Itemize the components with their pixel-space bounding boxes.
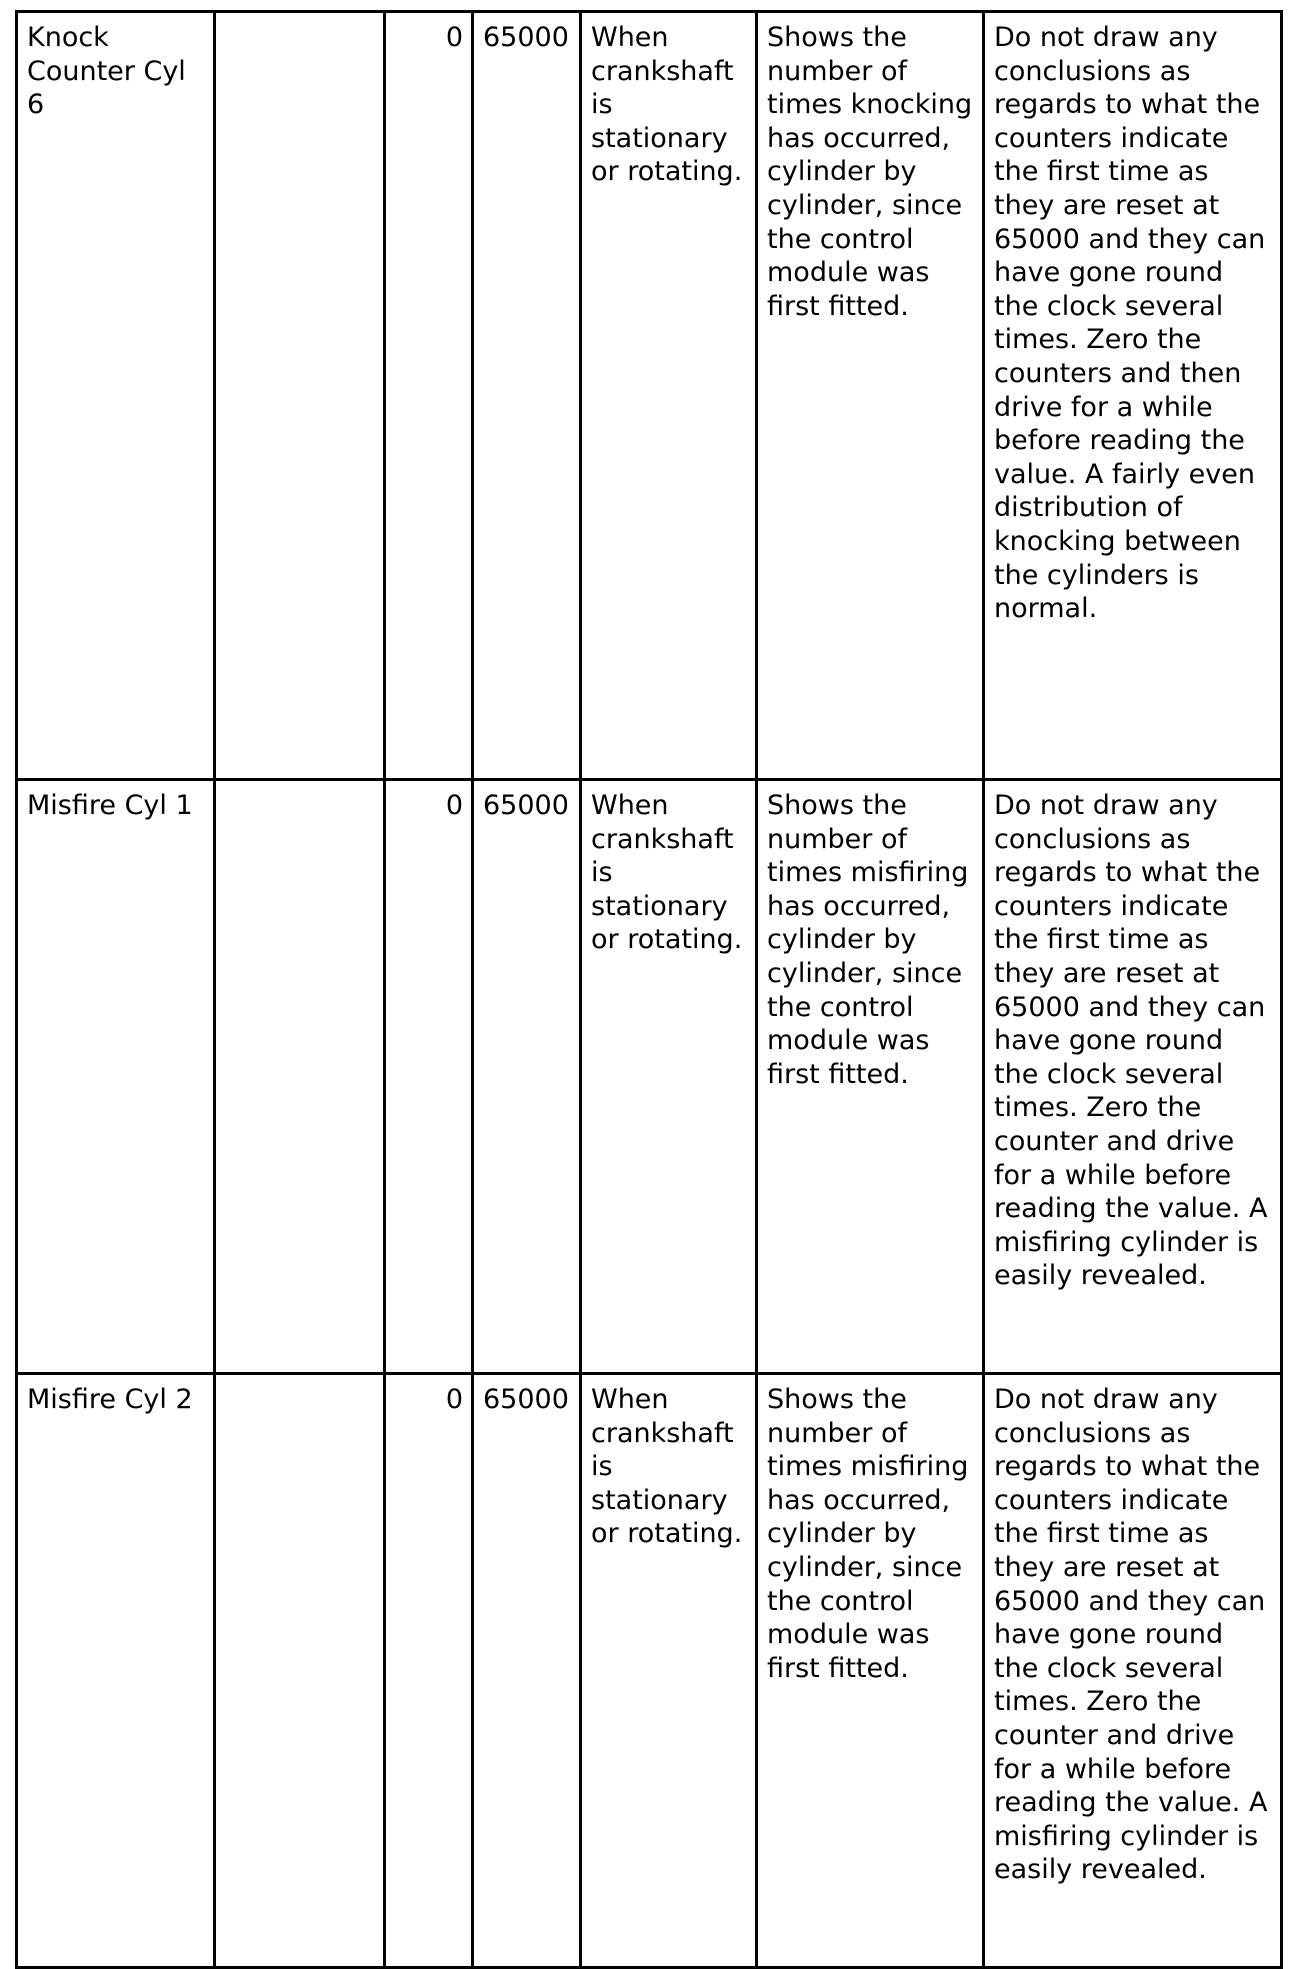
parameter-max: 65000 (473, 780, 581, 1374)
parameter-table (15, 10, 1283, 1969)
table-row (17, 12, 1282, 780)
parameter-name: Knock Counter Cyl 6 (17, 12, 215, 780)
parameter-name: Misfire Cyl 2 (17, 1374, 215, 1968)
table-row (17, 1374, 1282, 1968)
parameter-name: Misfire Cyl 1 (17, 780, 215, 1374)
table-row (17, 780, 1282, 1374)
parameter-description: Shows the number of times misfiring has occurred, cylinder by cylinder, since the control module was first fitted. (757, 780, 984, 1374)
parameter-min: 0 (385, 12, 473, 780)
parameter-condition: When crankshaft is stationary or rotating. (581, 12, 757, 780)
parameter-comment: Do not draw any conclusions as regards to what the counters indicate the first time as they are reset at 65000 and they can have gone round the clock several times. Zero the counter and drive for a while before reading the value. A misfiring cylinder is easily revealed. (984, 1374, 1282, 1968)
parameter-condition: When crankshaft is stationary or rotating. (581, 780, 757, 1374)
parameter-comment: Do not draw any conclusions as regards to what the counters indicate the first time as they are reset at 65000 and they can have gone round the clock several times. Zero the counter and drive for a while before reading the value. A misfiring cylinder is easily revealed. (984, 780, 1282, 1374)
parameter-min: 0 (385, 780, 473, 1374)
parameter-comment: Do not draw any conclusions as regards to what the counters indicate the first time as they are reset at 65000 and they can have gone round the clock several times. Zero the counters and then drive for a while before reading the value. A fairly even distribution of knocking between the cylinders is normal. (984, 12, 1282, 780)
parameter-min: 0 (385, 1374, 473, 1968)
parameter-unit (215, 1374, 385, 1968)
parameter-condition: When crankshaft is stationary or rotating. (581, 1374, 757, 1968)
parameter-unit (215, 780, 385, 1374)
parameter-max: 65000 (473, 12, 581, 780)
parameter-max: 65000 (473, 1374, 581, 1968)
parameter-description: Shows the number of times knocking has occurred, cylinder by cylinder, since the control module was first fitted. (757, 12, 984, 780)
parameter-description: Shows the number of times misfiring has occurred, cylinder by cylinder, since the control module was first fitted. (757, 1374, 984, 1968)
parameter-unit (215, 12, 385, 780)
